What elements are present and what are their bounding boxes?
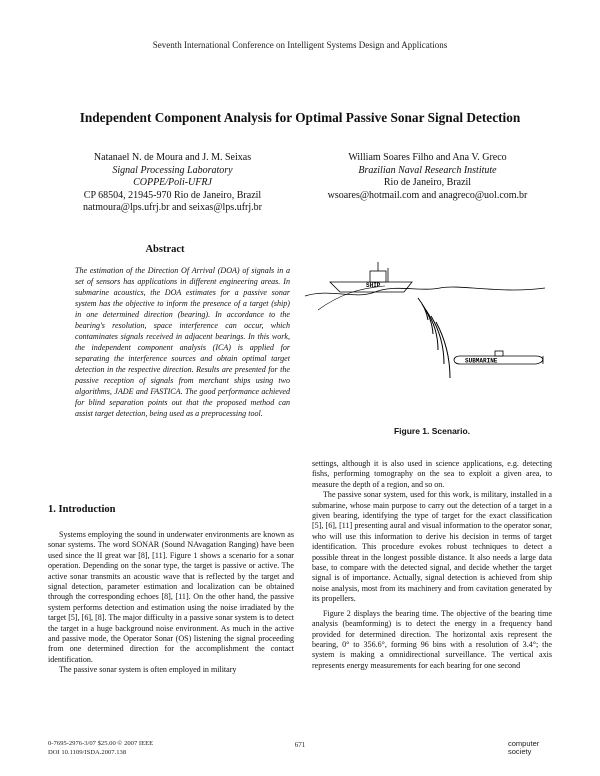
author-names: Natanael N. de Moura and J. M. Seixas xyxy=(93,152,252,163)
scenario-figure xyxy=(300,258,550,418)
author-block-right xyxy=(300,152,555,202)
author-address: Rio de Janeiro, Brazil xyxy=(383,177,472,189)
right-column-body xyxy=(312,459,552,671)
author-email: natmoura@lps.ufrj.br and seixas@lps.ufrj.br xyxy=(83,202,262,214)
submarine-label: SUBMARINE xyxy=(465,357,498,365)
paragraph: Systems employing the sound in underwater environments are known as sonar systems. The word SONAR (Sound NAvagation Ranging) have been used since the II great war [8], [11]. Figure 1 shows a scenario for a sonar operation. Depending on the sonar type, the target is passive or active. The active sonar transmits an acoustic wave that is reflected by the target and signal detection, parameter estimation and localization can be obtained through the corresponding echoes [8], [11]. On the other hand, the passive system performs detection and estimation using the noise irradiated by the target [5], [6], [8]. The major difficulty in a passive sonar system is to detect the target in a huge background noise environment. As much in the active and passive mode, the Operator Sonar (OS) listening the signal proceeding from one determined direction for the accomplishment the contact identification. xyxy=(48,530,294,664)
author-names: William Soares Filho and Ana V. Greco xyxy=(348,152,507,163)
acoustic-wave-arcs xyxy=(418,298,450,378)
page-number: 671 xyxy=(294,741,306,749)
paragraph: settings, although it is also used in science applications, e.g. detecting fishs, performing tomography on the sea to exploit a given area, to measure the depth of a region, and so on. xyxy=(312,459,552,489)
ship-label: SHIP xyxy=(366,282,381,289)
paragraph: Figure 2 displays the bearing time. The objective of the bearing time analysis (beamforming) is to detect the energy in a frequency band provided for determined direction. The horizontal axis represent the bearing, 0° to 356.6°, forming 96 bins with a resolution of 3.4°; the system is making a omnidirectional surveillance. The vertical axis represents energy measurements for each bearing for one second xyxy=(312,608,552,670)
paragraph: The passive sonar system, used for this work, is military, installed in a submarine, whose main purpose to carry out the detection of a target in a given bearing, identifying the type of target for the exact classification [5], [6], [11] presenting aural and visual information to the operator sonar, who will use this information to derive his decision in terms of target identification. This procedure evokes robust techniques to detect a possible threat in the longest possible distance. It also needs a large data base, to compare with the detected signal, and decide whether the target signal is of importance. Actually, signal detection is achieved from ship noise analysis, most from its machinery and from cavitation generated by its propellers. xyxy=(312,490,552,604)
author-institution: COPPE/Poli-UFRJ xyxy=(133,177,212,189)
author-block-left xyxy=(50,152,295,215)
abstract-text: The estimation of the Direction Of Arrival (DOA) of signals in a set of sensors has applications in different engineering areas. In submarine acoustics, the DOA estimates for a passive sonar system has the objective to inform the presence of a target (ship) in one determined direction (bearing). In accordance to the bearing's resolution, space interference can occur, which contaminates signals received in adjacent bearings. In this work, the independent component analysis (ICA) is applied for separating the interference sources and obtain optimal target detection in the respective direction. Results are presented for the passive reception of signals from merchant ships using two algorithms, JADE and FASTICA. The good performance achieved for blind separation points out that the proposed method can assist target detection, being used as a preprocessing tool. xyxy=(75,266,290,418)
figure-caption: Figure 1. Scenario. xyxy=(393,426,471,436)
footer-doi: DOI 10.1109/ISDA.2007.138 xyxy=(48,748,127,756)
section-heading-introduction: 1. Introduction xyxy=(48,504,116,515)
abstract-heading: Abstract xyxy=(145,244,185,255)
conference-header: Seventh International Conference on Intelligent Systems Design and Applications xyxy=(152,40,448,50)
paper-title: Independent Component Analysis for Optimal Passive Sonar Signal Detection xyxy=(79,110,521,125)
paragraph: The passive sonar system is often employed in military xyxy=(59,665,237,675)
author-email: wsoares@hotmail.com and anagreco@uol.com.br xyxy=(327,189,528,201)
logo-top-text: computer xyxy=(508,739,540,748)
footer-isbn: 0-7695-2976-3/07 $25.00 © 2007 IEEE xyxy=(48,740,154,747)
computer-society-logo xyxy=(508,740,539,755)
author-address: CP 68504, 21945-970 Rio de Janeiro, Brazil xyxy=(83,189,262,201)
logo-bottom-text: society xyxy=(508,746,532,756)
author-institution: Brazilian Naval Research Institute xyxy=(358,164,497,176)
left-column-body xyxy=(48,530,294,676)
author-lab: Signal Processing Laboratory xyxy=(112,164,233,176)
